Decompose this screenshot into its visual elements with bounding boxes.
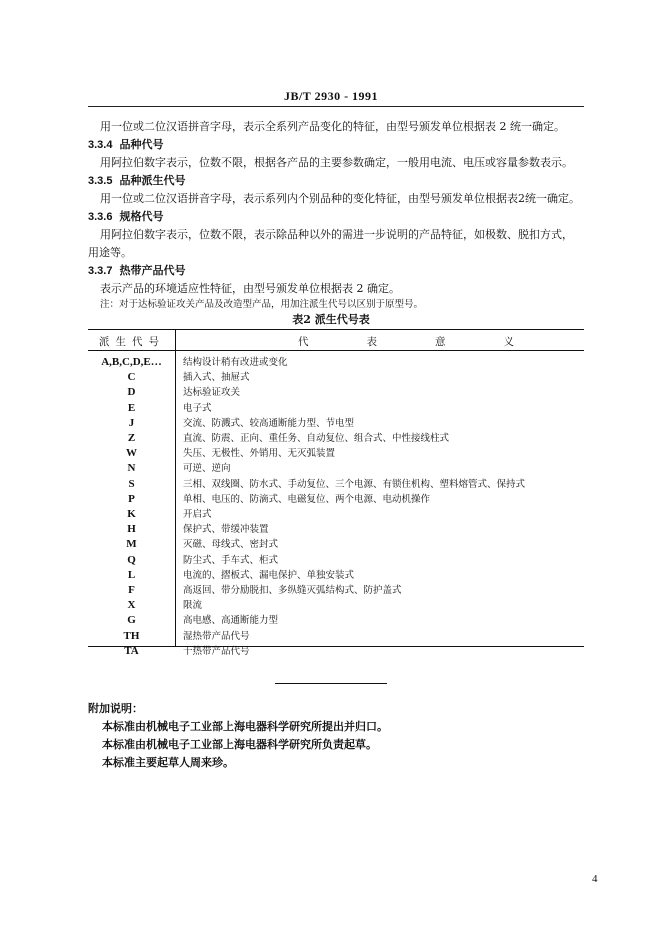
body-line-1: 用一位或二位汉语拼音字母，表示全系列产品变化的特征，由型号颁发单位根据表 2 统一确定。: [100, 120, 565, 133]
table-title: 表2 派生代号表: [292, 313, 370, 326]
table-cell-meaning: 失压、无极性、外销用、无灭弧装置: [183, 448, 336, 460]
table-bottom-rule: [88, 646, 584, 647]
table-cell-code: D: [127, 386, 136, 399]
body-line-7: 用阿拉伯数字表示，位数不限，表示除品种以外的需进一步说明的产品特征，如极数、脱扣方式，: [100, 228, 573, 241]
body-line-8: 用途等。: [88, 246, 132, 259]
appendix-line-3: 本标准主要起草人周来珍。: [102, 756, 234, 769]
body-line-3: 用阿拉伯数字表示，位数不限，根据各产品的主要参数确定，一般用电流、电压或容量参数表示。: [100, 156, 573, 169]
table-top-rule: [88, 329, 584, 330]
section-3-3-4: 3.3.4 品种代号: [88, 138, 164, 151]
table-cell-code: L: [127, 568, 136, 581]
table-header-code: 派生代号: [99, 336, 165, 348]
table-cell-meaning: 结构设计稍有改进或变化: [183, 357, 288, 368]
table-cell-code: X: [127, 599, 136, 612]
table-cell-meaning: 湿热带产品代号: [183, 630, 250, 642]
table-cell-code: P: [128, 492, 135, 505]
table-cell-meaning: 保护式、带缓冲装置: [183, 524, 269, 536]
table-cell-meaning: 单相、电压的、防滴式、电磁复位、两个电源、电动机操作: [183, 493, 431, 505]
table-cell-meaning: 可逆、逆向: [183, 463, 231, 475]
table-cell-meaning: 高返回、带分励脱扣、多纵缝灭弧结构式、防护盖式: [183, 585, 402, 596]
table-cell-meaning: 灭磁、母线式、密封式: [183, 539, 279, 551]
appendix-heading: 附加说明：: [88, 702, 143, 715]
table-cell-code: H: [127, 523, 136, 536]
table-column-divider: [175, 330, 176, 646]
body-line-5: 用一位或二位汉语拼音字母，表示系列内个别品种的变化特征，由型号颁发单位根据表2统一确定。: [100, 192, 580, 205]
table-cell-code: G: [127, 614, 136, 627]
table-cell-meaning: 电子式: [183, 402, 212, 414]
table-cell-meaning: 防尘式、手车式、柜式: [183, 554, 279, 566]
table-cell-code: W: [126, 447, 137, 460]
table-cell-code: Q: [127, 553, 136, 566]
section-3-3-5: 3.3.5 品种派生代号: [88, 174, 186, 187]
body-line-10: 表示产品的环境适应性特征，由型号颁发单位根据表 2 确定。: [100, 282, 400, 295]
header-rule: [88, 106, 584, 107]
appendix-line-2: 本标准由机械电子工业部上海电器科学研究所负责起草。: [102, 738, 377, 751]
table-cell-meaning: 三相、双线圈、防水式、手动复位、三个电源、有锁住机构、塑料熔管式、保持式: [183, 478, 526, 490]
table-header-rule: [88, 350, 584, 351]
table-cell-meaning: 干热带产品代号: [183, 645, 250, 657]
table-cell-code: M: [126, 538, 137, 551]
page-number: 4: [592, 873, 598, 885]
table-cell-meaning: 高电感、高通断能力型: [183, 615, 279, 627]
table-cell-meaning: 开启式: [183, 509, 212, 520]
table-cell-code: E: [127, 401, 136, 414]
table-cell-code: K: [127, 508, 136, 520]
table-cell-meaning: 交流、防溅式、较高通断能力型、节电型: [183, 417, 355, 429]
table-cell-code: F: [128, 584, 135, 596]
table-cell-code: J: [128, 416, 135, 429]
table-cell-meaning: 限流: [183, 600, 203, 612]
note-line: 注：对于达标验证攻关产品及改造型产品，用加注派生代号以区别于原型号。: [100, 299, 424, 310]
appendix-line-1: 本标准由机械电子工业部上海电器科学研究所提出并归口。: [102, 720, 388, 733]
table-cell-code: TA: [124, 644, 139, 657]
table-cell-meaning: 插入式、抽屉式: [183, 372, 250, 384]
section-3-3-6: 3.3.6 规格代号: [88, 210, 164, 223]
table-cell-meaning: 电流的、摺板式、漏电保护、单独安装式: [183, 569, 355, 581]
table-cell-meaning: 达标验证攻关: [183, 387, 241, 399]
table-header-meaning: 代表意义: [298, 336, 572, 348]
table-cell-code: Z: [127, 432, 136, 444]
end-rule: [275, 683, 387, 684]
document-header: JB/T 2930 - 1991: [283, 89, 379, 103]
section-3-3-7: 3.3.7 热带产品代号: [88, 264, 186, 277]
table-cell-code: S: [128, 477, 135, 490]
table-cell-code: N: [127, 462, 136, 475]
table-cell-code: TH: [123, 629, 140, 642]
table-cell-meaning: 直流、防震、正向、重任务、自动复位、组合式、中性接线柱式: [183, 433, 450, 444]
table-cell-code: C: [127, 371, 136, 384]
table-cell-code: A,B,C,D,E…: [101, 356, 162, 368]
